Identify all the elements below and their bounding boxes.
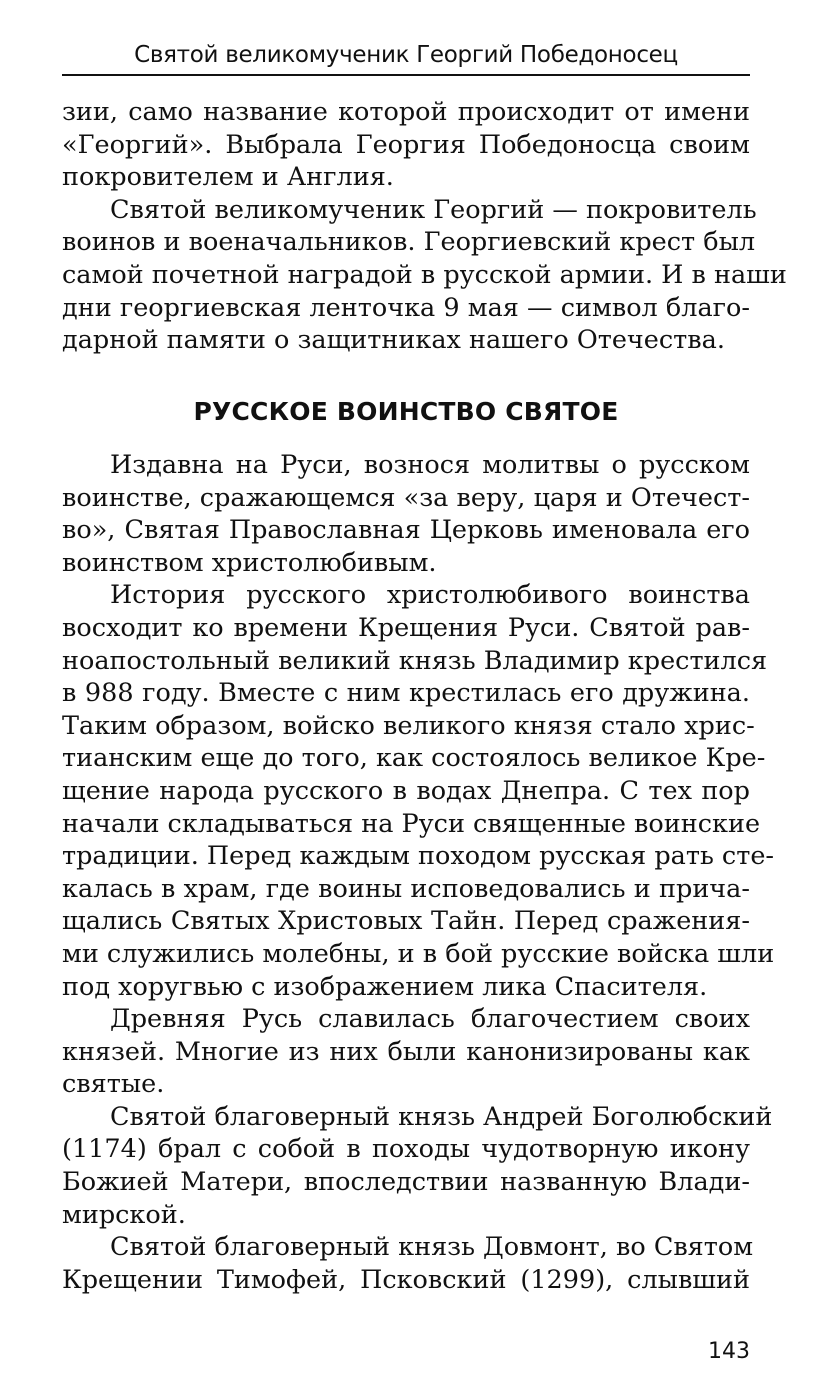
text-line: покровителем и Англия. xyxy=(62,162,394,193)
text-line: Божией Матери, впоследствии названную Влади- xyxy=(62,1167,750,1198)
text-line: воинством христолюбивым. xyxy=(62,547,437,578)
text-line: щение народа русского в водах Днепра. С тех пор xyxy=(62,775,750,806)
text-line: «Георгий». Выбрала Георгия Победоносца своим xyxy=(62,129,750,160)
text-line: Издавна на Руси, вознося молитвы о русском xyxy=(110,450,750,480)
text-line: Святой благоверный князь Андрей Боголюбский xyxy=(110,1101,773,1132)
text-line: святые. xyxy=(62,1069,165,1100)
text-line: во», Святая Православная Церковь именовала его xyxy=(62,515,750,546)
text-line: Таким образом, войско великого князя стало хрис- xyxy=(62,710,755,741)
text-line: калась в храм, где воины исповедовались и прича- xyxy=(62,873,750,904)
text-line: под хоругвью с изображением лика Спасителя. xyxy=(62,971,708,1002)
text-line: в 988 году. Вместе с ним крестилась его дружина. xyxy=(62,678,750,709)
text-line: восходит ко времени Крещения Руси. Святой рав- xyxy=(62,612,750,643)
text-line: князей. Многие из них были канонизированы как xyxy=(62,1036,750,1067)
text-line: Древняя Русь славилась благочестием своих xyxy=(110,1004,750,1035)
running-head: Святой великомученик Георгий Победоносец xyxy=(134,42,678,68)
text-line: зии, само название которой происходит от имени xyxy=(62,97,750,127)
text-line: История русского христолюбивого воинства xyxy=(110,580,750,611)
text-line: традиции. Перед каждым походом русская рать сте- xyxy=(62,841,775,872)
text-line: (1174) брал с собой в походы чудотворную икону xyxy=(62,1134,750,1165)
header-rule xyxy=(62,74,750,76)
text-line: тианским еще до того, как состоялось великое Кре- xyxy=(62,743,766,774)
text-line: Святой великомученик Георгий — покровитель xyxy=(110,194,757,225)
text-line: ми служились молебны, и в бой русские войска шли xyxy=(62,938,775,969)
text-line: мирской. xyxy=(62,1199,186,1230)
text-line: самой почетной наградой в русской армии. И в наши xyxy=(62,259,787,290)
text-line: дарной памяти о защитниках нашего Отечества. xyxy=(62,325,725,356)
text-line: Святой благоверный князь Довмонт, во Святом xyxy=(110,1232,754,1263)
text-line: Крещении Тимофей, Псковский (1299), слывший xyxy=(62,1264,750,1295)
section-title: РУССКОЕ ВОИНСТВО СВЯТОЕ xyxy=(193,397,619,426)
text-line: воинстве, сражающемся «за веру, царя и Отечест- xyxy=(62,482,750,513)
text-line: ноапостольный великий князь Владимир крестился xyxy=(62,645,768,676)
text-line: воинов и военачальников. Георгиевский крест был xyxy=(62,227,756,258)
page-number: 143 xyxy=(708,1339,750,1364)
text-block-top xyxy=(62,96,787,357)
text-line: начали складываться на Руси священные воинские xyxy=(62,808,761,839)
text-line: дни георгиевская ленточка 9 мая — символ благо- xyxy=(62,292,750,323)
text-block-main xyxy=(62,449,775,1296)
text-line: щались Святых Христовых Тайн. Перед сражения- xyxy=(62,906,750,937)
